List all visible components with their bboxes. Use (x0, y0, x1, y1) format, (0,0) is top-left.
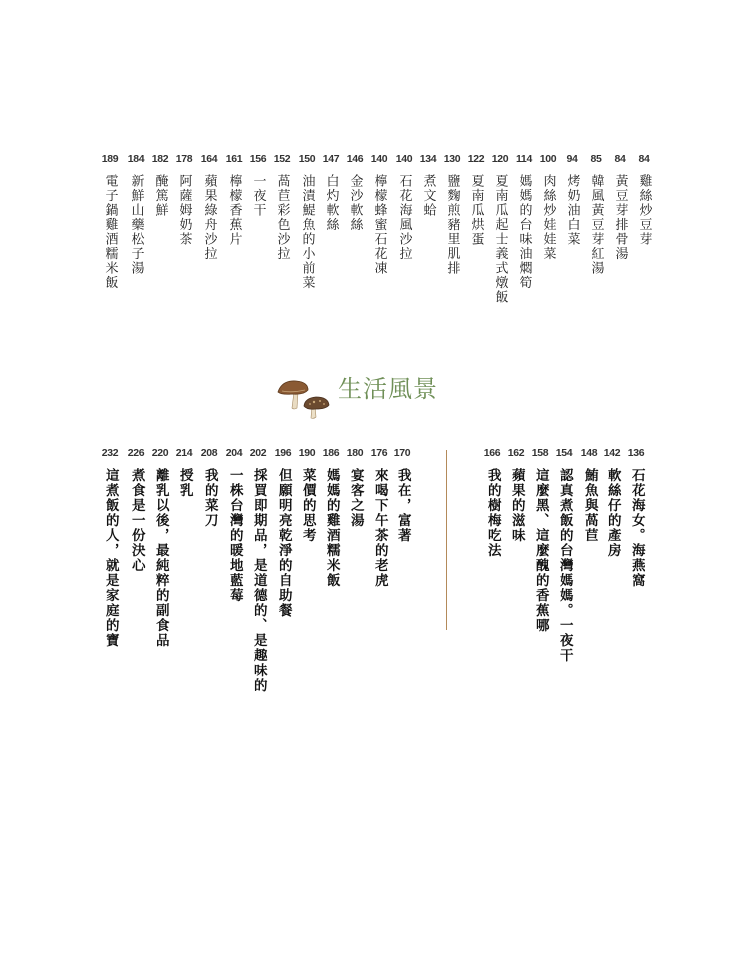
entry-title: 蘋果的滋味 (508, 468, 525, 543)
toc-entry[interactable] (222, 152, 246, 247)
toc-entry[interactable] (319, 152, 343, 232)
page-number: 152 (273, 153, 291, 165)
entry-title: 新鮮山藥松子湯 (128, 174, 144, 276)
page-number: 158 (531, 447, 549, 459)
entry-title: 但願明亮乾淨的自助餐 (275, 468, 292, 618)
entry-title: 一株台灣的暖地藍莓 (226, 468, 243, 603)
page-number: 226 (127, 447, 145, 459)
toc-entry[interactable] (608, 152, 632, 261)
toc-entry[interactable] (124, 152, 148, 276)
entry-title: 一夜干 (250, 174, 266, 218)
entry-title: 這煮飯的人，就是家庭的寶 (102, 468, 119, 648)
page-number: 182 (151, 153, 169, 165)
page-number: 196 (274, 447, 292, 459)
entry-title: 這麼黑、這麼醜的香蕉哪 (532, 468, 549, 633)
entry-title: 肉絲炒娃娃菜 (540, 174, 556, 261)
entry-title: 我的樹梅吃法 (484, 468, 501, 558)
toc-entry[interactable] (560, 152, 584, 247)
toc-entry[interactable] (295, 446, 319, 543)
entry-title: 萵苣彩色沙拉 (274, 174, 290, 261)
toc-entry[interactable] (504, 446, 528, 543)
entry-title: 醃篤鮮 (152, 174, 168, 218)
page-number: 147 (322, 153, 340, 165)
entry-title: 煮食是一份決心 (128, 468, 145, 573)
page-number: 84 (614, 153, 626, 165)
page-number: 136 (627, 447, 645, 459)
toc-entry[interactable] (600, 446, 624, 558)
toc-entry[interactable] (392, 152, 416, 261)
page-number: 170 (393, 447, 411, 459)
page-number: 164 (200, 153, 218, 165)
entry-title: 離乳以後，最純粹的副食品 (152, 468, 169, 648)
entry-title: 認真煮飯的台灣媽媽。一夜干 (556, 468, 573, 663)
toc-entry[interactable] (197, 446, 221, 528)
entry-title: 烤奶油白菜 (564, 174, 580, 247)
page-number: 190 (298, 447, 316, 459)
section-heading: 生活風景 (338, 375, 438, 403)
entry-title: 檸檬蜂蜜石花凍 (371, 174, 387, 276)
toc-entry[interactable] (367, 446, 391, 588)
toc-entry[interactable] (246, 152, 270, 218)
entry-title: 阿薩姆奶茶 (176, 174, 192, 247)
toc-entry[interactable] (440, 152, 464, 276)
page-number: 161 (225, 153, 243, 165)
page-number: 100 (539, 153, 557, 165)
column-divider (446, 450, 447, 630)
entry-title: 煮文蛤 (420, 174, 436, 218)
entry-title: 夏南瓜起士義式燉飯 (492, 174, 508, 305)
entry-title: 油漬鯷魚的小前菜 (299, 174, 315, 290)
toc-entry[interactable] (416, 152, 440, 218)
toc-entry[interactable] (632, 152, 656, 247)
toc-entry[interactable] (528, 446, 552, 633)
mushroom-icon (274, 376, 334, 420)
entry-title: 來喝下午茶的老虎 (371, 468, 388, 588)
entry-title: 授乳 (176, 468, 193, 498)
page-number: 85 (590, 153, 602, 165)
page-number: 148 (580, 447, 598, 459)
page-number: 114 (515, 153, 533, 165)
toc-entry[interactable] (536, 152, 560, 261)
toc-entry[interactable] (124, 446, 148, 573)
toc-entry[interactable] (584, 152, 608, 276)
toc-entry[interactable] (246, 446, 270, 693)
page-number: 142 (603, 447, 621, 459)
page-number: 84 (638, 153, 650, 165)
toc-entry[interactable] (488, 152, 512, 305)
page-number: 162 (507, 447, 525, 459)
page-number: 140 (395, 153, 413, 165)
entry-title: 媽媽的雞酒糯米飯 (323, 468, 340, 588)
toc-entry[interactable] (480, 446, 504, 558)
page-number: 184 (127, 153, 145, 165)
toc-entry[interactable] (148, 152, 172, 218)
page-number: 178 (175, 153, 193, 165)
page-number: 122 (467, 153, 485, 165)
toc-entry[interactable] (319, 446, 343, 588)
page-number: 150 (298, 153, 316, 165)
toc-entry[interactable] (98, 152, 122, 290)
toc-entry[interactable] (172, 152, 196, 247)
entry-title: 採買即期品，是道德的、是趣味的 (250, 468, 267, 693)
toc-entry[interactable] (172, 446, 196, 498)
page-number: 140 (370, 153, 388, 165)
toc-entry[interactable] (390, 446, 414, 543)
entry-title: 菜價的思考 (299, 468, 316, 543)
entry-title: 電子鍋雞酒糯米飯 (102, 174, 118, 290)
page-number: 189 (101, 153, 119, 165)
entry-title: 夏南瓜烘蛋 (468, 174, 484, 247)
page-number: 208 (200, 447, 218, 459)
toc-entry[interactable] (295, 152, 319, 290)
entry-title: 雞絲炒豆芽 (636, 174, 652, 247)
entry-title: 韓風黃豆芽紅湯 (588, 174, 604, 276)
toc-entry[interactable] (197, 152, 221, 261)
toc-entry[interactable] (270, 152, 294, 261)
page-number: 154 (555, 447, 573, 459)
toc-entry[interactable] (552, 446, 576, 663)
toc-entry[interactable] (624, 446, 648, 588)
page-number: 134 (419, 153, 437, 165)
page-number: 204 (225, 447, 243, 459)
page-number: 120 (491, 153, 509, 165)
entry-title: 蘋果綠舟沙拉 (201, 174, 217, 261)
toc-entry[interactable] (343, 446, 367, 528)
entry-title: 黃豆芽排骨湯 (612, 174, 628, 261)
page-number: 166 (483, 447, 501, 459)
toc-entry[interactable] (464, 152, 488, 247)
page-number: 214 (175, 447, 193, 459)
entry-title: 媽媽的台味油燜筍 (516, 174, 532, 290)
entry-title: 宴客之湯 (347, 468, 364, 528)
page-number: 186 (322, 447, 340, 459)
toc-entry[interactable] (512, 152, 536, 290)
entry-title: 白灼軟絲 (323, 174, 339, 232)
entry-title: 金沙軟絲 (347, 174, 363, 232)
toc-entry[interactable] (577, 446, 601, 543)
toc-entry[interactable] (148, 446, 172, 648)
page-number: 232 (101, 447, 119, 459)
page-number: 94 (566, 153, 578, 165)
toc-entry[interactable] (222, 446, 246, 603)
entry-title: 我的菜刀 (201, 468, 218, 528)
entry-title: 石花海風沙拉 (396, 174, 412, 261)
page-number: 180 (346, 447, 364, 459)
toc-entry[interactable] (367, 152, 391, 276)
page-number: 220 (151, 447, 169, 459)
entry-title: 鮪魚與萵苣 (581, 468, 598, 543)
entry-title: 軟絲仔的產房 (604, 468, 621, 558)
page-number: 176 (370, 447, 388, 459)
entry-title: 檸檬香蕉片 (226, 174, 242, 247)
page-number: 146 (346, 153, 364, 165)
entry-title: 鹽麴煎豬里肌排 (444, 174, 460, 276)
page-number: 156 (249, 153, 267, 165)
page-number: 202 (249, 447, 267, 459)
entry-title: 石花海女。海燕窩 (628, 468, 645, 588)
toc-entry[interactable] (98, 446, 122, 648)
page-number: 130 (443, 153, 461, 165)
entry-title: 我在，富著 (394, 468, 411, 543)
toc-entry[interactable] (343, 152, 367, 232)
toc-entry[interactable] (271, 446, 295, 618)
